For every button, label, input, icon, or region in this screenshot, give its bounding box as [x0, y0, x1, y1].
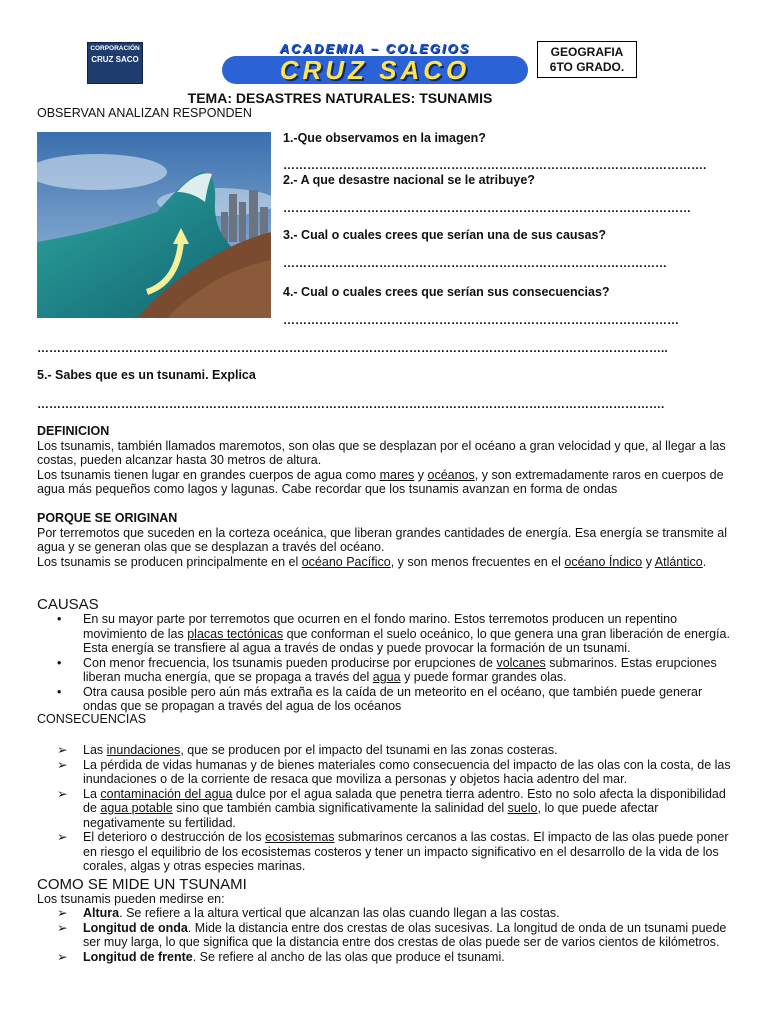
- text: y: [414, 467, 428, 482]
- origin-heading: PORQUE SE ORIGINAN: [37, 511, 178, 525]
- list-item: [37, 950, 737, 965]
- logo-line2: CRUZ SACO: [91, 55, 139, 65]
- answer-line-4[interactable]: ………………………………………………………………………………………: [283, 313, 679, 327]
- banner-bottom-text: CRUZ SACO: [222, 56, 528, 84]
- instructions: OBSERVAN ANALIZAN RESPONDEN: [37, 106, 252, 120]
- arrow-bullet-icon: ➢: [57, 757, 68, 772]
- link-volcanes[interactable]: volcanes: [496, 655, 546, 670]
- causes-list: [37, 612, 737, 714]
- origin-p1: Por terremotos que suceden en la corteza oceánica, que liberan grandes cantidades de energía. Esa energía se transmite al agua y se generan olas que se desplazan a través del océano.: [37, 525, 728, 554]
- subject-box: [537, 41, 637, 78]
- question-1: 1.-Que observamos en la imagen?: [283, 131, 486, 145]
- academy-banner: [222, 42, 528, 84]
- list-item: [37, 787, 737, 831]
- definition-heading: DEFINICION: [37, 424, 110, 438]
- link-contaminacion[interactable]: contaminación del agua: [100, 786, 233, 801]
- banner-top-text: ACADEMIA – COLEGIOS: [279, 41, 471, 56]
- link-oceanos[interactable]: océanos: [427, 467, 475, 482]
- answer-line-3[interactable]: ……………………………………………………………………………………: [283, 256, 667, 270]
- question-4: 4.- Cual o cuales crees que serían sus consecuencias?: [283, 285, 610, 299]
- text: , lo que puede afectar negativamente su fertilidad.: [83, 801, 659, 830]
- link-mares[interactable]: mares: [379, 467, 415, 482]
- link-agua[interactable]: agua: [372, 670, 401, 684]
- link-suelo[interactable]: suelo: [507, 801, 538, 815]
- definition-p1: Los tsunamis, también llamados maremotos, son olas que se desplazan por el océano a gran velocidad y que, al llegar a las costas, pueden alcanzar hasta 30 metros de altura.: [37, 438, 726, 467]
- arrow-bullet-icon: ➢: [57, 906, 68, 920]
- bullet-icon: •: [57, 684, 62, 699]
- bullet-icon: •: [57, 612, 62, 626]
- list-item: [37, 906, 737, 921]
- link-inundaciones[interactable]: inundaciones: [106, 743, 181, 757]
- consequences-list: [37, 743, 737, 874]
- text: , y son extremadamente raros en cuerpos de agua más pequeños como lagos y lagunas. Cabe recordar que los tsunamis avanzan en forma de ondas: [37, 467, 724, 496]
- link-pacifico[interactable]: océano Pacífico: [301, 554, 391, 569]
- text: , y son menos frecuentes en el: [390, 554, 565, 569]
- arrow-bullet-icon: ➢: [57, 949, 68, 964]
- text: y: [642, 554, 655, 569]
- answer-line-1[interactable]: …………………………………………………………………………………………….: [283, 158, 707, 172]
- text: . Se refiere a la altura vertical que alcanzan las olas cuando llegan a las costas.: [119, 906, 560, 920]
- text: que conforman el suelo oceánico, lo que genera una gran liberación de energía. Esta energía se transfiere al agua a través de ondas y puede provocar la formación de un tsunami.: [83, 626, 730, 655]
- link-indico[interactable]: océano Índico: [564, 554, 643, 569]
- definition-p2: [37, 468, 737, 497]
- subject-line2: 6TO GRADO.: [549, 60, 625, 74]
- term: Longitud de onda: [83, 920, 188, 935]
- arrow-bullet-icon: ➢: [57, 743, 68, 757]
- text: Los tsunamis se producen principalmente en el: [37, 554, 302, 569]
- bullet-icon: •: [57, 655, 62, 670]
- term: Longitud de frente: [83, 949, 193, 964]
- tsunami-illustration: [37, 132, 271, 318]
- page-title: TEMA: DESASTRES NATURALES: TSUNAMIS: [187, 90, 493, 106]
- arrow-bullet-icon: ➢: [57, 830, 68, 844]
- measure-heading: COMO SE MIDE UN TSUNAMI: [37, 876, 247, 893]
- text: .: [702, 554, 707, 569]
- link-agua-potable[interactable]: agua potable: [100, 801, 173, 815]
- text: , que se producen por el impacto del tsunami en las zonas costeras.: [180, 743, 558, 757]
- text: sino que también cambia significativamente la salinidad del: [172, 801, 508, 815]
- list-item: [37, 743, 737, 758]
- text: . Mide la distancia entre dos crestas de olas sucesivas. La longitud de onda de un tsunami puede ser muy larga, lo que significa que la distancia entre dos crestas de olas puede ser de varios cientos de kilómetros.: [83, 920, 727, 949]
- causes-heading: CAUSAS: [37, 596, 99, 613]
- consequences-heading: CONSECUENCIAS: [37, 712, 147, 726]
- question-3: 3.- Cual o cuales crees que serían una de sus causas?: [283, 228, 607, 242]
- answer-line-4b[interactable]: …………………………………………………………………………………………………………………………………………..: [37, 341, 668, 355]
- text: . Se refiere al ancho de las olas que produce el tsunami.: [192, 949, 505, 964]
- logo-line1: CORPORACIÓN: [90, 45, 140, 52]
- text: Las: [83, 743, 107, 757]
- text: La pérdida de vidas humanas y de bienes materiales como consecuencia del impacto de las olas con la costa, de las inundaciones o de la corriente de resaca que moviliza a personas y objetos hacia adentro del mar.: [83, 757, 731, 786]
- text: submarinos cercanos a las costas. El impacto de las olas puede poner en riesgo el equilibrio de los ecosistemas costeros y tener un impacto significativo en el desarrollo de la vida de los corales, algas y otras especies marinas.: [83, 830, 729, 873]
- text: submarinos. Estas erupciones liberan mucha energía, que se propaga a través del: [83, 655, 717, 684]
- text: En su mayor parte por terremotos que ocurren en el fondo marino. Estos terremotos producen un repentino movimiento de las: [83, 612, 678, 641]
- arrow-bullet-icon: ➢: [57, 786, 68, 801]
- text: La: [83, 786, 101, 801]
- list-item: [37, 758, 737, 787]
- question-5: 5.- Sabes que es un tsunami. Explica: [37, 368, 256, 382]
- link-atlantico[interactable]: Atlántico: [654, 554, 703, 569]
- measure-list: [37, 906, 737, 964]
- list-item: [37, 612, 737, 656]
- text: El deterioro o destrucción de los: [83, 830, 266, 844]
- list-item: [37, 685, 737, 714]
- answer-line-2[interactable]: …………………………………………………………………………………………: [283, 201, 691, 215]
- link-ecosistemas[interactable]: ecosistemas: [265, 830, 335, 844]
- list-item: [37, 656, 737, 685]
- list-item: [37, 830, 737, 874]
- text: y puede formar grandes olas.: [400, 670, 567, 684]
- subject-line1: GEOGRAFIA: [550, 45, 624, 59]
- measure-intro: Los tsunamis pueden medirse en:: [37, 892, 225, 906]
- link-placas[interactable]: placas tectónicas: [187, 626, 284, 641]
- origin-section: [37, 511, 727, 569]
- origin-p2: [37, 555, 727, 570]
- arrow-bullet-icon: ➢: [57, 920, 68, 935]
- list-item: [37, 921, 737, 950]
- answer-line-5[interactable]: ………………………………………………………………………………………………………………………………………….: [37, 397, 665, 411]
- text: Otra causa posible pero aún más extraña es la caída de un meteorito en el océano, que también puede generar ondas que se propagan a través del agua de los océanos: [83, 684, 703, 713]
- text: Los tsunamis tienen lugar en grandes cuerpos de agua como: [37, 467, 380, 482]
- text: Con menor frecuencia, los tsunamis pueden producirse por erupciones de: [83, 655, 497, 670]
- school-logo: [87, 42, 143, 84]
- term: Altura: [83, 906, 120, 920]
- definition-section: [37, 424, 737, 497]
- text: dulce por el agua salada que penetra tierra adentro. Esto no solo afecta la disponibilidad de: [83, 786, 726, 815]
- question-2: 2.- A que desastre nacional se le atribuye?: [283, 173, 535, 187]
